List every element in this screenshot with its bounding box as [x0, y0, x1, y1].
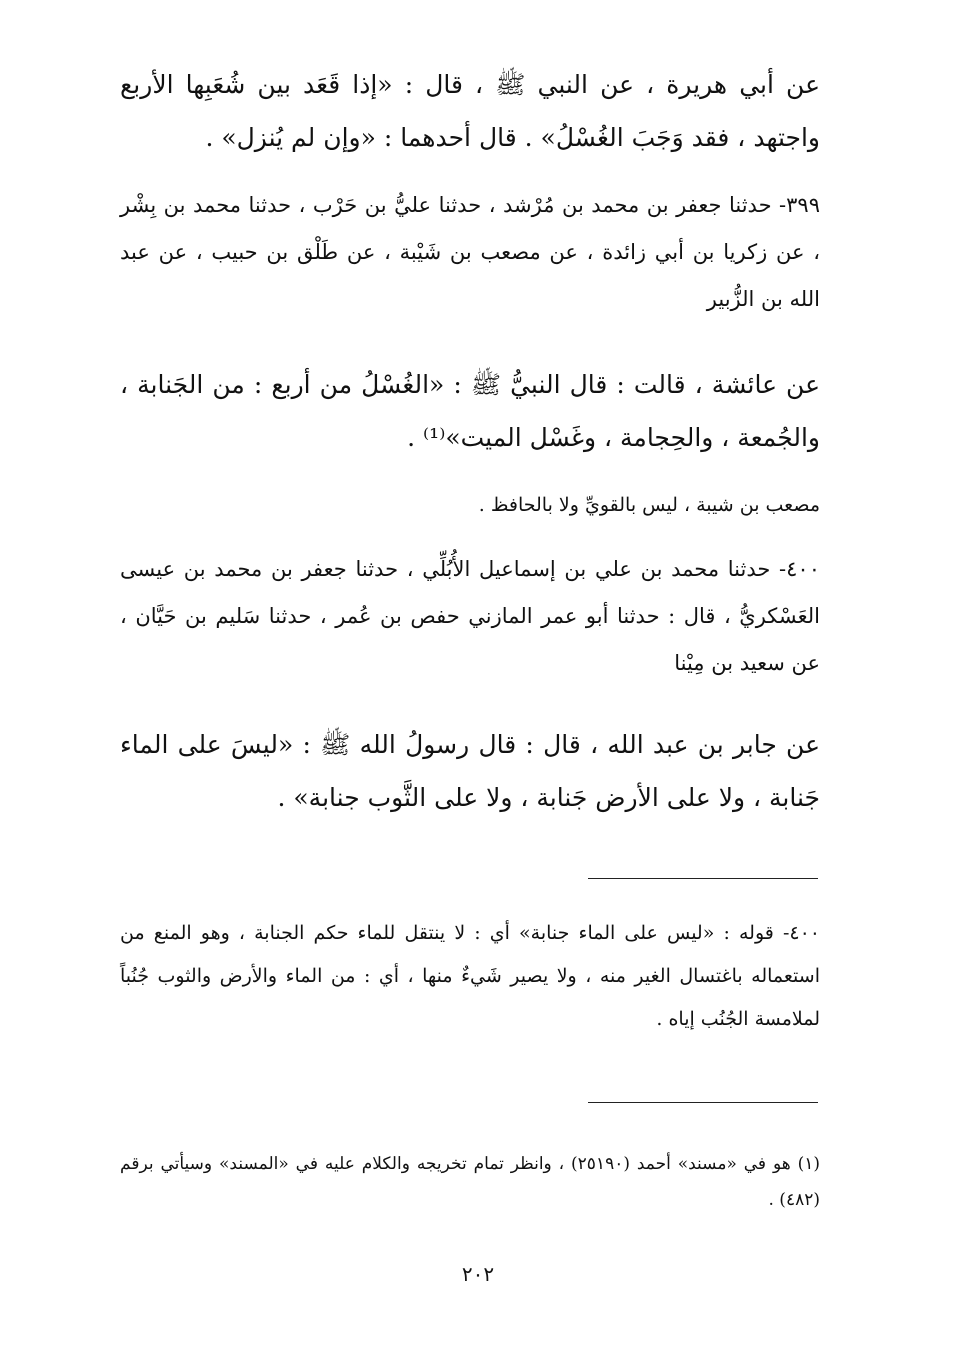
- hadith-text-400: عن جابر بن عبد الله ، قال : قال رسولُ الله ﷺ : «ليسَ على الماء جَنابة ، ولا على الأرض جَنابة ، ولا على الثَّوب جنابة» .: [120, 730, 820, 812]
- page-number: ٢٠٢: [461, 1262, 495, 1286]
- isnad-400: ٤٠٠- حدثنا محمد بن علي بن إسماعيل الأُبُلِّي ، حدثنا جعفر بن محمد بن عيسى العَسْكريُّ ، قال : حدثنا أبو عمر المازني حفص بن عُمر ، حدثنا سَليم بن حَيَّان ، عن سعيد بن مِيْنا: [120, 557, 820, 675]
- isnad-399: ٣٩٩- حدثنا جعفر بن محمد بن مُرْشد ، حدثنا عليُّ بن حَرْب ، حدثنا محمد بن بِشْر ، عن زكريا بن أبي زائدة ، عن مصعب بن شَيْبة ، عن طَلْق بن حبيب ، عن عبد الله بن الزُّبير: [120, 193, 820, 311]
- separator-rule-2: [588, 1102, 818, 1103]
- commentary-400: ٤٠٠- قوله : «ليس على الماء جنابة» أي : لا ينتقل للماء حكم الجنابة ، وهو المنع من استعماله باغتسال الغير منه ، ولا يصير شَيءٌ منها ، أي : من الماء والأرض والثوب جُنُباً لملامسة الجُنُب إياه .: [120, 922, 820, 1030]
- footnote-1: (١) هو في «مسند» أحمد (٢٥١٩٠) ، وانظر تمام تخريجه والكلام عليه في «المسند» وسيأتي برقم (٤٨٢) .: [120, 1154, 820, 1210]
- separator-rule-1: [588, 878, 818, 879]
- grading-note: مصعب بن شيبة ، ليس بالقويِّ ولا بالحافظ .: [478, 494, 820, 516]
- hadith-text-1: عن أبي هريرة ، عن النبي ﷺ ، قال : «إذا قَعَد بين شُعَبِها الأربع واجتهد ، فقد وَجَبَ الغُسْلُ» . قال أحدهما : «وإن لم يُنزل» .: [120, 70, 820, 152]
- hadith-text-399: عن عائشة ، قالت : قال النبيُّ ﷺ : «الغُسْلُ من أربع : من الجَنابة ، والجُمعة ، والحِجامة ، وغَسْل الميت»⁽¹⁾ .: [120, 370, 820, 452]
